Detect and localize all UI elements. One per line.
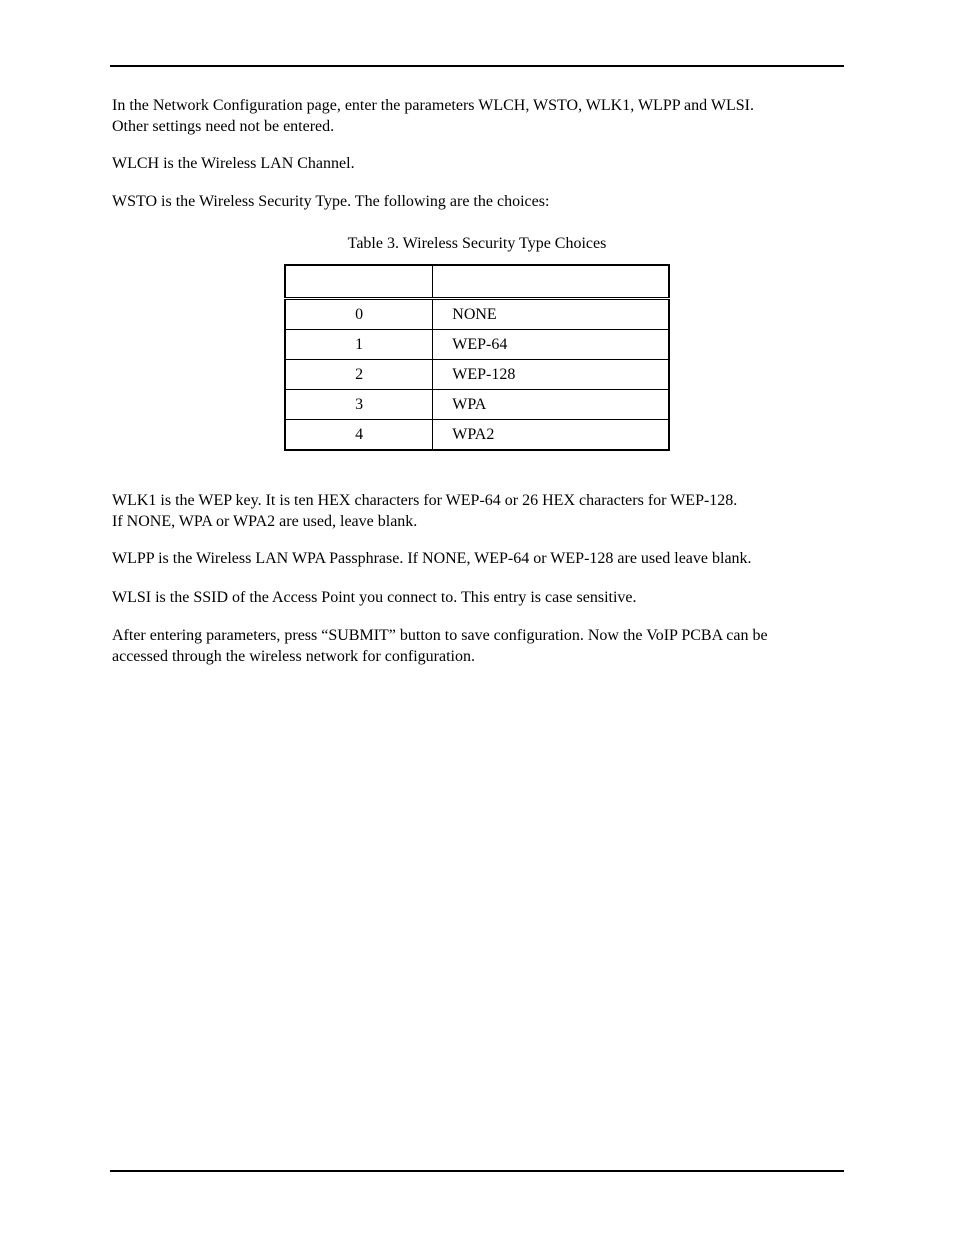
header-rule [110, 65, 844, 67]
table-cell-value: 2 [285, 360, 433, 390]
intro-line-1: In the Network Configuration page, enter the parameters WLCH, WSTO, WLK1, WLPP and WLSI. [112, 97, 754, 114]
table-header-name [433, 265, 669, 299]
wlpp-paragraph: WLPP is the Wireless LAN WPA Passphrase. If NONE, WEP-64 or WEP-128 are used leave blank. [112, 550, 752, 567]
table-row [285, 420, 669, 451]
wlk1-line-2: If NONE, WPA or WPA2 are used, leave blank. [112, 513, 418, 530]
table-row [285, 390, 669, 420]
table-cell-name: WPA2 [433, 420, 669, 451]
table-cell-value: 1 [285, 330, 433, 360]
wlk1-line-1: WLK1 is the WEP key. It is ten HEX characters for WEP-64 or 26 HEX characters for WEP-128. [112, 492, 738, 509]
table-cell-name: NONE [433, 299, 669, 330]
table-cell-name: WEP-64 [433, 330, 669, 360]
wlsi-paragraph: WLSI is the SSID of the Access Point you connect to. This entry is case sensitive. [112, 589, 637, 606]
table-row [285, 360, 669, 390]
footer-rule [110, 1170, 844, 1172]
table-header-value [285, 265, 433, 299]
security-type-table [284, 264, 670, 451]
table-header-row [285, 265, 669, 299]
table-cell-name: WPA [433, 390, 669, 420]
table-cell-value: 4 [285, 420, 433, 451]
table-cell-name: WEP-128 [433, 360, 669, 390]
after-paragraph [112, 625, 852, 667]
intro-line-2: Other settings need not be entered. [112, 118, 335, 135]
table-row [285, 299, 669, 330]
table-cell-value: 3 [285, 390, 433, 420]
table-caption: Table 3. Wireless Security Type Choices [347, 235, 607, 252]
table-row [285, 330, 669, 360]
after-line-1: After entering parameters, press “SUBMIT” button to save configuration. Now the VoIP PCBA can be [112, 627, 768, 644]
wlk1-paragraph [112, 490, 852, 532]
after-line-2: accessed through the wireless network for configuration. [112, 648, 475, 665]
intro-paragraph [112, 95, 852, 137]
wlch-paragraph: WLCH is the Wireless LAN Channel. [112, 155, 355, 172]
table-cell-value: 0 [285, 299, 433, 330]
wsto-paragraph: WSTO is the Wireless Security Type. The following are the choices: [112, 193, 550, 210]
